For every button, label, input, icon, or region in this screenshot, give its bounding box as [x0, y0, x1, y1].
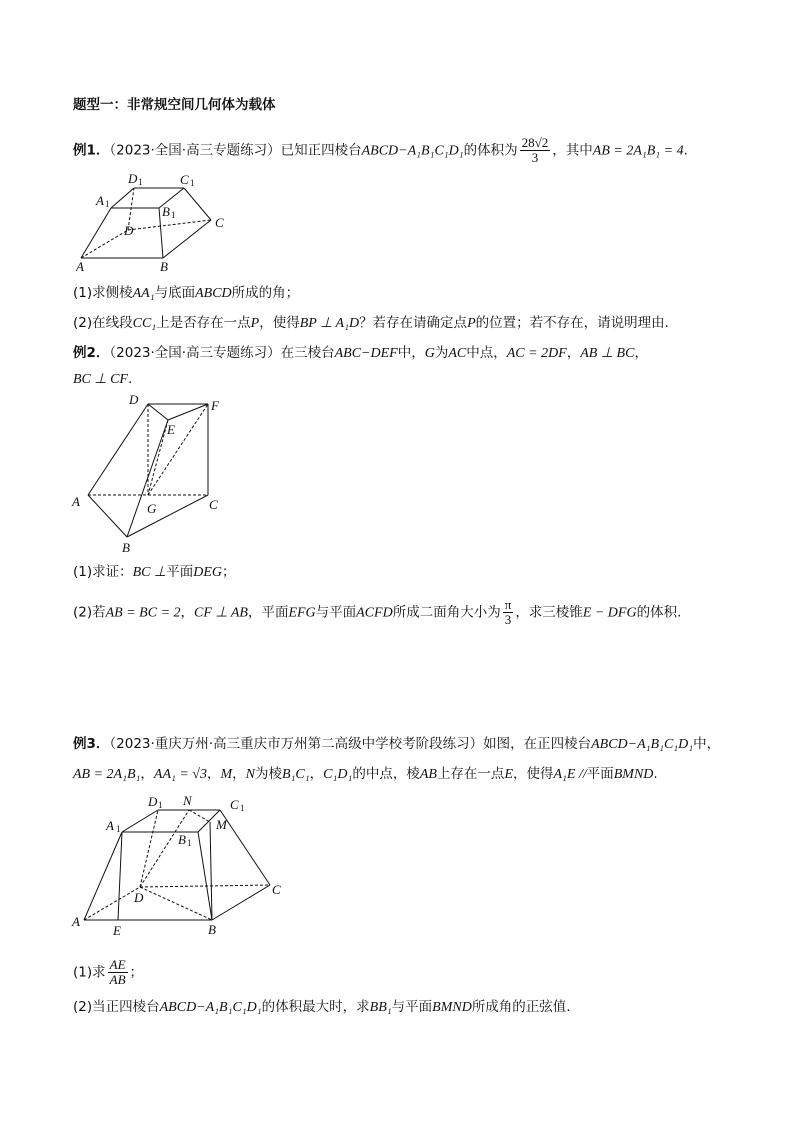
label-B1: B — [178, 832, 186, 847]
label-N: N — [183, 793, 192, 808]
label-A1: A — [96, 193, 104, 208]
label-A: A — [72, 494, 80, 509]
ex1-volume-fraction: $\frac{28√2}{3}$ — [521, 135, 549, 165]
ex3-source: （2023·重庆万州·高三重庆市万州第二高级中学校考阶段练习） — [109, 736, 484, 752]
label-E: E — [167, 422, 175, 437]
ex3-stem-line2: AB = 2A₁B₁，AA₁ = √3，M，N为棱B₁C₁，C₁D₁的中点，棱AB上存在一点E，使得A₁E //平面BMND. — [73, 766, 658, 782]
ex3-q1: (1)求 $\frac{AE}{AB}$ ； — [73, 957, 144, 987]
label-B: B — [122, 540, 130, 555]
label-B: B — [160, 259, 168, 274]
label-A: A — [72, 914, 80, 929]
svg-text:1: 1 — [240, 803, 245, 813]
label-M: M — [216, 817, 227, 832]
label-B1: B — [162, 204, 170, 219]
ex2-stem-line1: 例2．（2023·全国·高三专题练习）在三棱台ABC−DEF中，G为AC中点，AC = 2DF，AB ⊥ BC， — [73, 345, 648, 361]
section-heading: 题型一：非常规空间几何体为载体 — [73, 97, 276, 113]
svg-text:1: 1 — [187, 838, 192, 848]
ex1-source: （2023·全国·高三专题练习） — [109, 142, 281, 159]
label-C: C — [215, 215, 224, 230]
svg-text:1: 1 — [116, 824, 121, 834]
label-F: F — [211, 398, 219, 413]
ex2-q1: (1)求证：BC ⊥平面DEG； — [73, 564, 236, 580]
label-A: A — [76, 259, 84, 274]
ex1-stem: 例1．（2023·全国·高三专题练习）已知正四棱台ABCD−A₁B₁C₁D₁的体积为 $\frac{28√2}{3}$ ，其中AB = 2A₁B₁ = 4. — [73, 135, 688, 165]
ex3-ratio-fraction: $\frac{AE}{AB}$ — [109, 957, 126, 987]
ex2-angle-fraction: $\frac{\pi}{3}$ — [504, 597, 512, 627]
label-C1: C — [230, 797, 239, 812]
label-E: E — [113, 923, 121, 938]
ex3-q2: (2)当正四棱台ABCD−A₁B₁C₁D₁的体积最大时，求BB₁与平面BMND所成角的正弦值. — [73, 999, 571, 1015]
label-D: D — [124, 223, 134, 238]
ex3-stem-line1: 例3．（2023·重庆万州·高三重庆市万州第二高级中学校考阶段练习）如图，在正四棱台ABCD−A₁B₁C₁D₁中， — [73, 736, 721, 752]
ex2-stem-line2: BC ⊥ CF. — [73, 371, 133, 387]
svg-text:1: 1 — [158, 800, 163, 810]
label-D: D — [134, 890, 144, 905]
label-G: G — [147, 501, 157, 516]
svg-text:1: 1 — [190, 178, 195, 188]
ex3-frustum-figure — [70, 792, 290, 940]
ex3-label: 例3． — [73, 736, 110, 752]
ex1-q2: (2)在线段CC₁上是否存在一点P，使得BP ⊥ A₁D？若存在请确定点P的位置；若不存在，请说明理由. — [73, 315, 669, 331]
ex2-q2: (2)若AB = BC = 2，CF ⊥ AB，平面EFG与平面ACFD所成二面角大小为 $\frac{\pi}{3}$ ，求三棱锥E − DFG的体积. — [73, 597, 682, 627]
ex1-label: 例1． — [73, 142, 110, 159]
ex1-q1: (1)求侧棱AA₁与底面ABCD所成的角； — [73, 285, 300, 301]
label-C1: C — [180, 172, 189, 187]
label-B: B — [208, 922, 216, 937]
label-C: C — [272, 882, 281, 897]
label-A1: A — [106, 818, 114, 833]
ex2-label: 例2． — [73, 345, 110, 361]
label-D: D — [129, 392, 139, 407]
ex2-source: （2023·全国·高三专题练习） — [109, 345, 281, 361]
ex2-frustum-figure — [70, 392, 240, 557]
label-C: C — [209, 497, 218, 512]
ex1-frustum-figure — [76, 170, 236, 275]
svg-text:1: 1 — [171, 210, 176, 220]
svg-text:1: 1 — [138, 177, 143, 187]
label-D1: D — [128, 171, 138, 186]
svg-text:1: 1 — [105, 199, 110, 209]
label-D1: D — [148, 794, 158, 809]
